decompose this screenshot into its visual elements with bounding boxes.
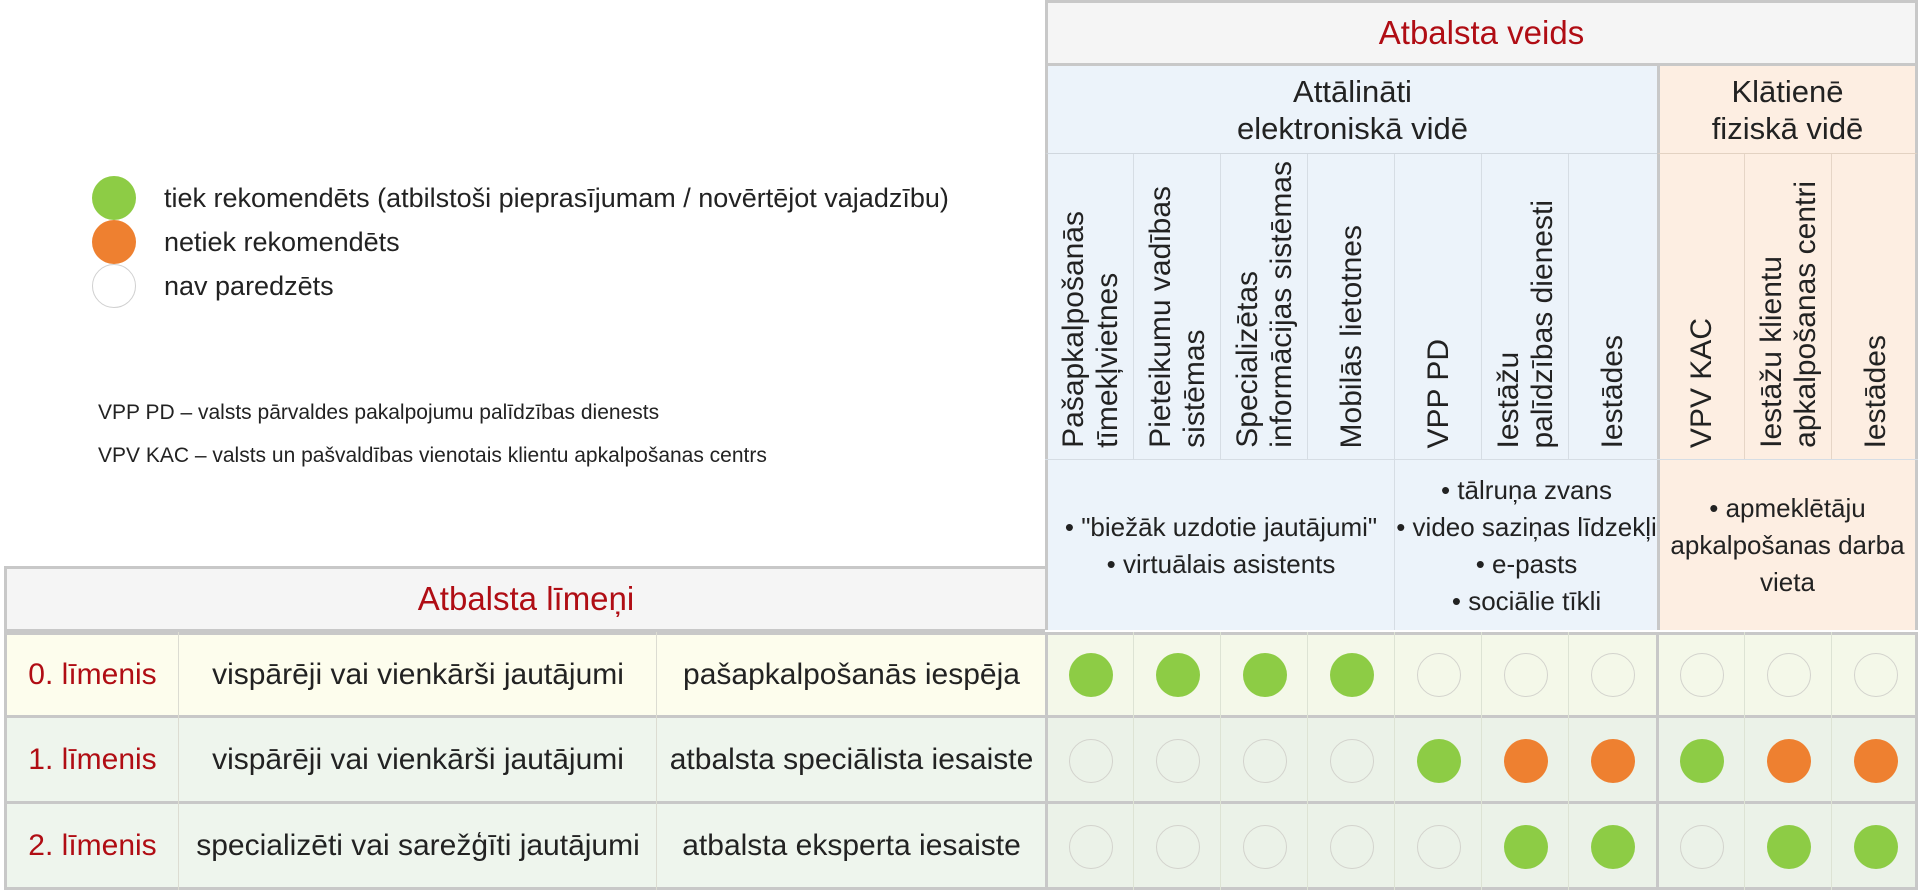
orange-circle-icon [92,220,136,264]
status-dot [1504,825,1548,869]
status-dot [1069,739,1113,783]
level-label: 0. līmenis [28,658,157,691]
column-line2: informācijas sistēmas [1264,161,1298,448]
column-line1: Mobilās lietotnes [1334,224,1368,448]
status-dot [1767,739,1811,783]
level-label: 1. līmenis [28,742,157,776]
level-question: specializēti vai sarežģīti jautājumi [196,828,640,862]
column-line1: Iestāžu [1491,351,1525,448]
group-in-person [1657,66,1918,154]
description-self-service: • "biežāk uzdotie jautājumi" • virtuālais asistents [1064,511,1378,579]
column-line2: sistēmas [1177,329,1211,448]
status-dot [1854,739,1898,783]
description-helpdesk: • tālruņa zvans • video saziņas līdzekļi • e-pasts • sociālie tīkli [1396,474,1657,616]
column-header [1659,156,1744,456]
column-header [1396,156,1481,456]
green-circle-icon [92,176,136,220]
column-header [1135,156,1220,456]
group-remote-line1: Attālināti [1293,73,1412,109]
empty-circle-icon [92,264,136,308]
status-dot [1330,739,1374,783]
status-dot [1854,653,1898,697]
group-remote [1045,66,1657,154]
column-line1: VPV KAC [1684,317,1718,448]
status-dot [1069,825,1113,869]
abbreviation-vpv-kac: VPV KAC – valsts un pašvaldības vienotais klientu apkalpošanas centrs [98,444,767,467]
support-levels-title: Atbalsta līmeņi [417,580,635,617]
legend-item-not-provided [92,264,334,308]
group-in-person-line1: Klātienē [1731,73,1844,109]
status-dot [1156,739,1200,783]
column-line1: Iestādes [1595,334,1629,448]
column-header [1222,156,1307,456]
column-line1: Specializētas [1230,271,1264,448]
support-type-title: Atbalsta veids [1378,14,1585,51]
legend-item-recommended [92,176,949,220]
description-item: apkalpošanas darba [1670,530,1905,560]
level-approach: atbalsta eksperta iesaiste [682,828,1021,862]
support-type-header [1045,0,1918,66]
column-line2: palīdzības dienesti [1525,199,1559,448]
description-item: sociālie tīkli [1468,585,1602,616]
column-header [1570,156,1655,456]
status-dot [1243,653,1287,697]
column-header [1309,156,1394,456]
description-item: e-pasts [1492,548,1578,579]
status-dot [1767,653,1811,697]
status-dot [1680,825,1724,869]
description-item: apmeklētāju [1725,493,1866,523]
status-dot [1417,653,1461,697]
status-dot [1504,653,1548,697]
status-dot [1156,653,1200,697]
column-header [1048,156,1133,456]
group-remote-line2: elektroniskā vidē [1237,110,1468,146]
description-item: tālruņa zvans [1457,474,1612,505]
level-approach: atbalsta speciālista iesaiste [669,742,1034,776]
description-item: vieta [1760,567,1815,597]
level-question: vispārēji vai vienkārši jautājumi [212,658,624,691]
column-line1: Iestādes [1858,334,1892,448]
support-levels-header [4,566,1045,632]
column-header [1746,156,1831,456]
status-dot [1330,825,1374,869]
level-question: vispārēji vai vienkārši jautājumi [212,742,624,776]
status-dot [1680,739,1724,783]
level-label: 2. līmenis [28,828,157,862]
column-header [1833,156,1918,456]
legend-label: tiek rekomendēts (atbilstoši pieprasījumam / novērtējot vajadzību) [164,182,949,213]
description-in-person: • apmeklētāju apkalpošanas darba vieta [1660,461,1915,630]
status-dot [1680,653,1724,697]
status-dot [1591,739,1635,783]
column-line1: Pieteikumu vadības [1143,186,1177,448]
level-approach: pašapkalpošanās iespēja [683,658,1020,691]
status-dot [1069,653,1113,697]
status-dot [1417,825,1461,869]
column-header [1483,156,1568,456]
abbreviation-vpp-pd: VPP PD – valsts pārvaldes pakalpojumu palīdzības dienests [98,401,660,424]
legend-label: nav paredzēts [164,270,334,301]
status-dot [1591,653,1635,697]
status-dot [1330,653,1374,697]
description-item: virtuālais asistents [1122,548,1336,579]
column-line1: Iestāžu klientu [1754,256,1788,448]
status-dot [1504,739,1548,783]
status-dot [1243,739,1287,783]
legend-label: netiek rekomendēts [164,226,400,257]
description-item: video saziņas līdzekļi [1412,511,1657,542]
column-line2: apkalpošanas centri [1788,181,1822,448]
legend-item-not-recommended [92,220,400,264]
status-dot [1767,825,1811,869]
description-item: "biežāk uzdotie jautājumi" [1081,511,1378,542]
status-dot [1417,739,1461,783]
status-dot [1854,825,1898,869]
column-line1: VPP PD [1421,338,1455,448]
column-line1: Pašapkalpošanās [1056,211,1090,448]
status-dot [1156,825,1200,869]
group-in-person-line2: fiziskā vidē [1711,110,1864,146]
status-dot [1591,825,1635,869]
column-line2: tīmekļvietnes [1090,272,1124,448]
status-dot [1243,825,1287,869]
